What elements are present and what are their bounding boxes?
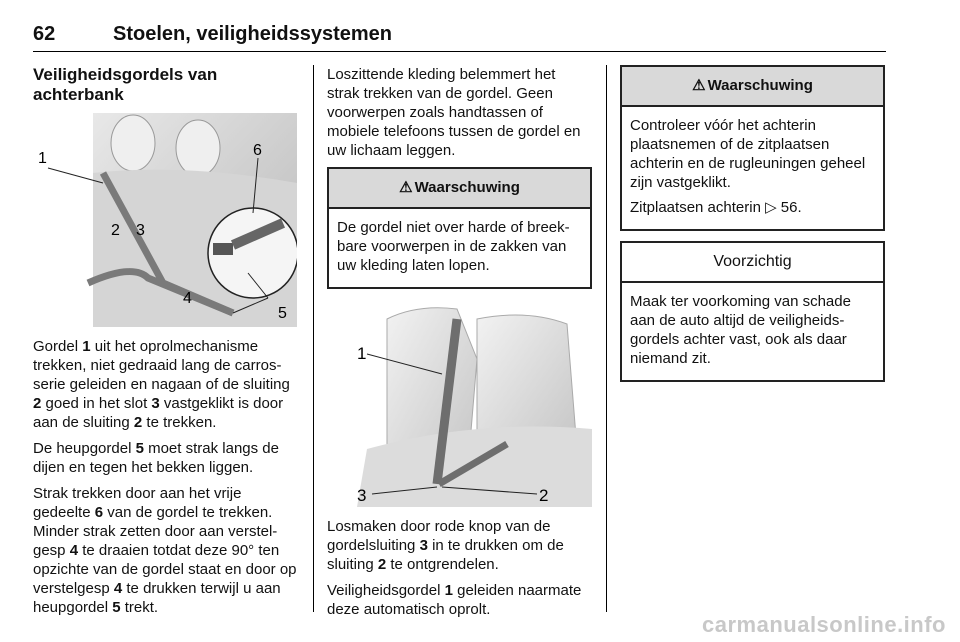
caution-text: Maak ter voorkoming van schade aan de auto altijd de veiligheidsgordels achter vast, ook als daar niemand zit. — [630, 293, 851, 367]
caution-box — [620, 241, 885, 382]
paragraph: De heupgordel 5 moet strak langs de dijen en tegen het bekken liggen. — [33, 440, 279, 476]
page-header — [33, 21, 886, 52]
seatbelt-release-illustration — [327, 299, 592, 507]
figure-label: 2 — [111, 222, 120, 239]
warning-triangle-icon: ⚠ — [399, 179, 413, 196]
paragraph: Gordel 1 uit het oprolmechanisme trekken, niet gedraaid lang de carrosserie geleiden en nagaan of de sluiting 2 goed in het slot 3 vastgeklikt is door aan de sluiting 2 te trekken. — [33, 338, 290, 431]
caution-header: Voorzichtig — [622, 243, 883, 283]
warning-text: De gordel niet over harde of breekbare voorwerpen in de zakken van uw kleding laten lopen. — [337, 219, 570, 274]
column-divider — [313, 65, 314, 612]
warning-header: ⚠ Waarschuwing — [329, 169, 590, 209]
warning-text: Controleer vóór het achterin plaatsnemen of de zitplaatsen achterin en de rugleuningen geheel zijn vastgeklikt. — [630, 117, 866, 191]
figure-label: 5 — [278, 305, 287, 322]
paragraph: Veiligheidsgordel 1 geleiden naarmate deze automatisch oprolt. — [327, 582, 582, 618]
paragraph: Losmaken door rode knop van de gordelsluiting 3 in te drukken om de sluiting 2 te ontgrendelen. — [327, 518, 564, 573]
figure-label: 3 — [136, 222, 145, 239]
warning-triangle-icon: ⚠ — [692, 77, 706, 94]
column-1 — [33, 65, 297, 624]
figure-label: 1 — [357, 344, 367, 363]
page-title: Stoelen, veiligheidssystemen — [113, 23, 392, 45]
page-number: 62 — [33, 23, 56, 45]
figure-label: 1 — [38, 150, 47, 167]
figure-label: 2 — [539, 486, 549, 505]
figure-label: 6 — [253, 142, 262, 159]
column-3 — [620, 65, 885, 392]
section-title: Veiligheidsgordels van achterbank — [33, 65, 218, 104]
paragraph: Strak trekken door aan het vrije gedeelte 6 van de gordel te trekken. Minder strak zetten door aan verstelgesp 4 te draaien totdat deze 90° ten opzichte van de gordel staat en door op verstelgesp 4 te drukken terwijl u aan heupgordel 5 trekt. — [33, 485, 297, 616]
figure-label: 4 — [183, 290, 192, 307]
column-divider — [606, 65, 607, 612]
watermark: carmanualsonline.info — [702, 612, 946, 637]
paragraph: Loszittende kleding belemmert het strak trekken van de gordel. Geen voorwerpen zoals handtassen of mobiele telefoons tussen de gordel en uw lichaam leggen. — [327, 66, 581, 159]
warning-header: ⚠ Waarschuwing — [622, 67, 883, 107]
reference-arrow-icon: ▷ — [765, 199, 777, 216]
warning-box — [327, 167, 592, 289]
column-2 — [327, 65, 592, 626]
warning-reference: Zitplaatsen achterin ▷ 56. — [630, 199, 802, 216]
warning-box — [620, 65, 885, 231]
rear-seatbelt-illustration — [33, 113, 297, 327]
figure-label: 3 — [357, 486, 367, 505]
